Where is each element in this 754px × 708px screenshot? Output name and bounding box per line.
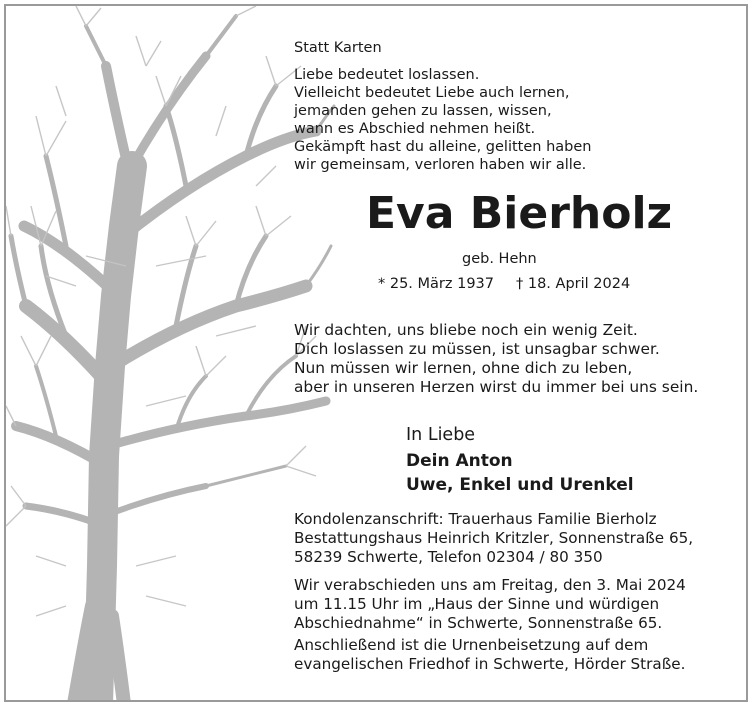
- info-line: Anschließend ist die Urnenbeisetzung auf dem: [294, 636, 649, 654]
- header-text: Statt Karten: [294, 40, 382, 56]
- info-line: evangelischen Friedhof in Schwerte, Hörder Straße.: [294, 655, 686, 673]
- info-line: Kondolenzanschrift: Trauerhaus Familie Bierholz: [294, 510, 657, 528]
- mourner-line: Uwe, Enkel und Urenkel: [406, 475, 634, 495]
- poem-line: Wir dachten, uns bliebe noch ein wenig Zeit.: [294, 321, 638, 339]
- obituary-frame: [4, 4, 748, 702]
- info-line: Wir verabschieden uns am Freitag, den 3. Mai 2024: [294, 576, 686, 594]
- death-date: † 18. April 2024: [516, 276, 631, 292]
- bare-tree-illustration: [6, 6, 336, 702]
- poem-line: jemanden gehen zu lassen, wissen,: [294, 103, 552, 119]
- info-line: Abschiednahme“ in Schwerte, Sonnenstraße 65.: [294, 614, 663, 632]
- poem-line: Gekämpft hast du alleine, gelitten haben: [294, 139, 592, 155]
- poem-line: Nun müssen wir lernen, ohne dich zu leben,: [294, 359, 633, 377]
- poem-line: wir gemeinsam, verloren haben wir alle.: [294, 157, 587, 173]
- info-line: Bestattungshaus Heinrich Kritzler, Sonnenstraße 65,: [294, 529, 694, 547]
- poem-line: Vielleicht bedeutet Liebe auch lernen,: [294, 85, 570, 101]
- info-line: um 11.15 Uhr im „Haus der Sinne und würdigen: [294, 595, 660, 613]
- poem-line: Dich loslassen zu müssen, ist unsagbar schwer.: [294, 340, 660, 358]
- poem-line: aber in unseren Herzen wirst du immer bei uns sein.: [294, 378, 699, 396]
- mourners-intro: In Liebe: [406, 425, 476, 445]
- mourner-line: Dein Anton: [406, 451, 513, 471]
- poem-line: Liebe bedeutet loslassen.: [294, 67, 480, 83]
- birth-date: * 25. März 1937: [378, 276, 495, 292]
- poem-line: wann es Abschied nehmen heißt.: [294, 121, 536, 137]
- deceased-name: Eva Bierholz: [366, 188, 673, 239]
- birth-name: geb. Hehn: [462, 251, 537, 267]
- info-line: 58239 Schwerte, Telefon 02304 / 80 350: [294, 548, 603, 566]
